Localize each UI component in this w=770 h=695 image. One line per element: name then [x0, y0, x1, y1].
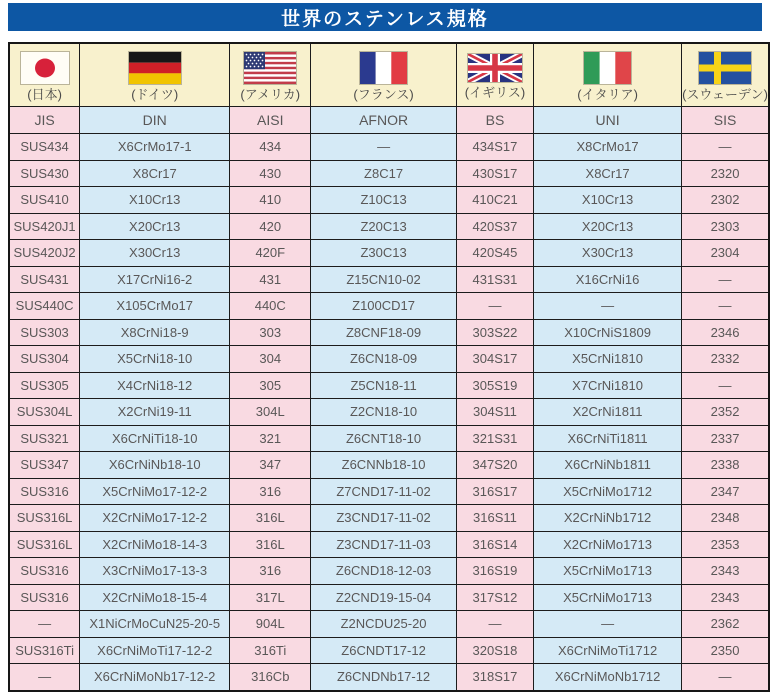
table-cell: X5CrNiMo17-12-2 [80, 478, 230, 505]
flag-cell-germany [80, 43, 230, 107]
table-cell: 431S31 [456, 266, 533, 293]
table-row [9, 558, 769, 585]
table-cell: 347 [230, 452, 311, 479]
table-cell: 420S37 [456, 213, 533, 240]
stainless-standards-table [8, 42, 770, 692]
table-cell: X1NiCrMoCuN25-20-5 [80, 611, 230, 638]
table-row [9, 505, 769, 532]
table-cell: 904L [230, 611, 311, 638]
table-cell: X6CrNiMoTi1712 [534, 637, 682, 664]
table-cell: — [9, 611, 80, 638]
table-cell: X5CrNi1810 [534, 346, 682, 373]
table-cell: 430S17 [456, 160, 533, 187]
flag-cell-italy [534, 43, 682, 107]
table-cell: 304S11 [456, 399, 533, 426]
table-cell: — [311, 134, 457, 161]
table-cell: SUS321 [9, 425, 80, 452]
flag-cell-japan [9, 43, 80, 107]
table-cell: 2350 [682, 637, 769, 664]
table-cell: Z10C13 [311, 187, 457, 214]
table-row [9, 134, 769, 161]
table-cell: — [9, 664, 80, 691]
column-header-sis: SIS [682, 107, 769, 134]
table-cell: X10Cr13 [534, 187, 682, 214]
table-cell: 317L [230, 584, 311, 611]
table-cell: X2CrNiNb1712 [534, 505, 682, 532]
table-cell: X30Cr13 [80, 240, 230, 267]
flag-cell-uk [456, 43, 533, 107]
uk-flag-icon [468, 54, 522, 82]
table-cell: SUS347 [9, 452, 80, 479]
table-row [9, 399, 769, 426]
table-cell: 2362 [682, 611, 769, 638]
table-cell: Z30C13 [311, 240, 457, 267]
table-cell: 2337 [682, 425, 769, 452]
table-cell: 420S45 [456, 240, 533, 267]
table-row [9, 213, 769, 240]
table-cell: SUS420J1 [9, 213, 80, 240]
table-row [9, 637, 769, 664]
table-cell: 316S19 [456, 558, 533, 585]
country-label: (フランス) [353, 86, 414, 102]
table-row [9, 531, 769, 558]
table-cell: 2332 [682, 346, 769, 373]
column-header-uni: UNI [534, 107, 682, 134]
table-cell: 347S20 [456, 452, 533, 479]
table-cell: SUS316L [9, 505, 80, 532]
table-row [9, 611, 769, 638]
table-cell: 303S22 [456, 319, 533, 346]
table-cell: Z6CNNb18-10 [311, 452, 457, 479]
table-cell: 2343 [682, 558, 769, 585]
table-cell: X6CrNiMoTi17-12-2 [80, 637, 230, 664]
table-row [9, 346, 769, 373]
table-cell: 434S17 [456, 134, 533, 161]
page-title: 世界のステンレス規格 [281, 8, 489, 30]
country-label: (イギリス) [464, 84, 526, 100]
table-cell: — [682, 134, 769, 161]
country-label: (イタリア) [577, 86, 638, 102]
table-cell: 2320 [682, 160, 769, 187]
country-label: (アメリカ) [240, 86, 301, 102]
table-cell: X20Cr13 [80, 213, 230, 240]
table-cell: X6CrNiNb1811 [534, 452, 682, 479]
table-cell: 410C21 [456, 187, 533, 214]
table-cell: Z2CN18-10 [311, 399, 457, 426]
column-header-jis: JIS [9, 107, 80, 134]
table-cell: X8CrMo17 [534, 134, 682, 161]
table-cell: Z2CND19-15-04 [311, 584, 457, 611]
table-cell: SUS410 [9, 187, 80, 214]
table-cell: X8CrNi18-9 [80, 319, 230, 346]
table-row [9, 584, 769, 611]
table-cell: X17CrNi16-2 [80, 266, 230, 293]
table-row [9, 160, 769, 187]
column-header-din: DIN [80, 107, 230, 134]
table-row [9, 452, 769, 479]
table-cell: SUS316 [9, 558, 80, 585]
table-cell: — [534, 293, 682, 320]
table-cell: X8Cr17 [80, 160, 230, 187]
table-cell: SUS430 [9, 160, 80, 187]
table-cell: 420F [230, 240, 311, 267]
table-cell: SUS420J2 [9, 240, 80, 267]
table-cell: X2CrNiMo18-14-3 [80, 531, 230, 558]
table-cell: — [456, 293, 533, 320]
table-cell: SUS316 [9, 478, 80, 505]
table-cell: SUS316Ti [9, 637, 80, 664]
table-cell: 2347 [682, 478, 769, 505]
flag-cell-sweden [682, 43, 769, 107]
table-cell: SUS431 [9, 266, 80, 293]
japan-flag-icon [21, 52, 69, 84]
table-row [9, 664, 769, 691]
table-cell: 2346 [682, 319, 769, 346]
table-cell: Z2NCDU25-20 [311, 611, 457, 638]
table-cell: SUS316L [9, 531, 80, 558]
table-row [9, 187, 769, 214]
table-cell: X6CrNiTi18-10 [80, 425, 230, 452]
table-cell: Z3CND17-11-03 [311, 531, 457, 558]
table-cell: X2CrNi19-11 [80, 399, 230, 426]
sweden-flag-icon [699, 52, 751, 84]
table-cell: X4CrNi18-12 [80, 372, 230, 399]
table-cell: — [534, 611, 682, 638]
table-cell: X2CrNiMo17-12-2 [80, 505, 230, 532]
france-flag-icon [360, 52, 407, 84]
table-cell: 304L [230, 399, 311, 426]
table-row [9, 425, 769, 452]
table-cell: 316S17 [456, 478, 533, 505]
table-row [9, 372, 769, 399]
table-cell: X20Cr13 [534, 213, 682, 240]
table-cell: — [682, 293, 769, 320]
table-cell: SUS305 [9, 372, 80, 399]
table-cell: 2303 [682, 213, 769, 240]
country-label: (日本) [27, 86, 62, 102]
table-cell: 316S11 [456, 505, 533, 532]
table-cell: X6CrMo17-1 [80, 134, 230, 161]
table-cell: X5CrNiMo1713 [534, 558, 682, 585]
table-cell: 305 [230, 372, 311, 399]
table-cell: 305S19 [456, 372, 533, 399]
table-cell: X6CrNiMoNb17-12-2 [80, 664, 230, 691]
table-cell: Z3CND17-11-02 [311, 505, 457, 532]
table-cell: X2CrNi1811 [534, 399, 682, 426]
table-cell: 2302 [682, 187, 769, 214]
table-row [9, 478, 769, 505]
table-cell: SUS303 [9, 319, 80, 346]
italy-flag-icon [584, 52, 631, 84]
country-label: (ドイツ) [131, 86, 179, 102]
table-cell: 2353 [682, 531, 769, 558]
table-cell: 431 [230, 266, 311, 293]
table-cell: X2CrNiMo18-15-4 [80, 584, 230, 611]
table-cell: 316L [230, 505, 311, 532]
table-cell: Z15CN10-02 [311, 266, 457, 293]
table-cell: SUS434 [9, 134, 80, 161]
table-cell: X105CrMo17 [80, 293, 230, 320]
flag-row [9, 43, 769, 107]
table-cell: 316 [230, 478, 311, 505]
table-cell: X10CrNiS1809 [534, 319, 682, 346]
table-cell: 304 [230, 346, 311, 373]
table-cell: — [682, 664, 769, 691]
table-cell: 2304 [682, 240, 769, 267]
table-cell: SUS316 [9, 584, 80, 611]
table-cell: X5CrNi18-10 [80, 346, 230, 373]
table-cell: X16CrNi16 [534, 266, 682, 293]
table-cell: 304S17 [456, 346, 533, 373]
table-cell: X6CrNiMoNb1712 [534, 664, 682, 691]
table-cell: X30Cr13 [534, 240, 682, 267]
table-cell: X6CrNiTi1811 [534, 425, 682, 452]
table-cell: 420 [230, 213, 311, 240]
column-header-aisi: AISI [230, 107, 311, 134]
table-body [9, 134, 769, 691]
table-cell: Z6CN18-09 [311, 346, 457, 373]
table-cell: 440C [230, 293, 311, 320]
column-header-afnor: AFNOR [311, 107, 457, 134]
table-cell: SUS304 [9, 346, 80, 373]
column-header-bs: BS [456, 107, 533, 134]
table-cell: 430 [230, 160, 311, 187]
table-cell: 316Cb [230, 664, 311, 691]
table-cell: X6CrNiNb18-10 [80, 452, 230, 479]
table-cell: 321S31 [456, 425, 533, 452]
table-cell: 317S12 [456, 584, 533, 611]
germany-flag-icon [129, 52, 181, 84]
table-row [9, 319, 769, 346]
table-cell: Z6CND18-12-03 [311, 558, 457, 585]
table-cell: 2352 [682, 399, 769, 426]
usa-flag-icon [244, 52, 296, 84]
table-cell: X7CrNi1810 [534, 372, 682, 399]
standard-code-row [9, 107, 769, 134]
table-cell: 410 [230, 187, 311, 214]
table-cell: 321 [230, 425, 311, 452]
table-cell: X10Cr13 [80, 187, 230, 214]
table-cell: Z8CNF18-09 [311, 319, 457, 346]
flag-cell-usa [230, 43, 311, 107]
table-cell: SUS440C [9, 293, 80, 320]
table-cell: SUS304L [9, 399, 80, 426]
table-cell: 316 [230, 558, 311, 585]
table-cell: X8Cr17 [534, 160, 682, 187]
table-cell: X5CrNiMo1712 [534, 478, 682, 505]
table-row [9, 240, 769, 267]
table-cell: X5CrNiMo1713 [534, 584, 682, 611]
table-cell: Z5CN18-11 [311, 372, 457, 399]
table-cell: X2CrNiMo1713 [534, 531, 682, 558]
table-cell: — [682, 372, 769, 399]
table-cell: 316L [230, 531, 311, 558]
table-cell: 434 [230, 134, 311, 161]
table-cell: Z20C13 [311, 213, 457, 240]
table-cell: 2348 [682, 505, 769, 532]
table-cell: 318S17 [456, 664, 533, 691]
country-label: (スウェーデン) [682, 86, 768, 102]
table-cell: 303 [230, 319, 311, 346]
table-cell: — [682, 266, 769, 293]
table-cell: Z7CND17-11-02 [311, 478, 457, 505]
table-cell: 320S18 [456, 637, 533, 664]
table-cell: Z100CD17 [311, 293, 457, 320]
table-cell: Z8C17 [311, 160, 457, 187]
table-cell: 316S14 [456, 531, 533, 558]
table-row [9, 266, 769, 293]
table-cell: 316Ti [230, 637, 311, 664]
table-cell: X3CrNiMo17-13-3 [80, 558, 230, 585]
table-cell: Z6CNDT17-12 [311, 637, 457, 664]
table-cell: 2343 [682, 584, 769, 611]
table-cell: Z6CNT18-10 [311, 425, 457, 452]
table-cell: 2338 [682, 452, 769, 479]
table-row [9, 293, 769, 320]
table-cell: — [456, 611, 533, 638]
flag-cell-france [311, 43, 457, 107]
page-title-banner [8, 3, 762, 31]
table-cell: Z6CNDNb17-12 [311, 664, 457, 691]
